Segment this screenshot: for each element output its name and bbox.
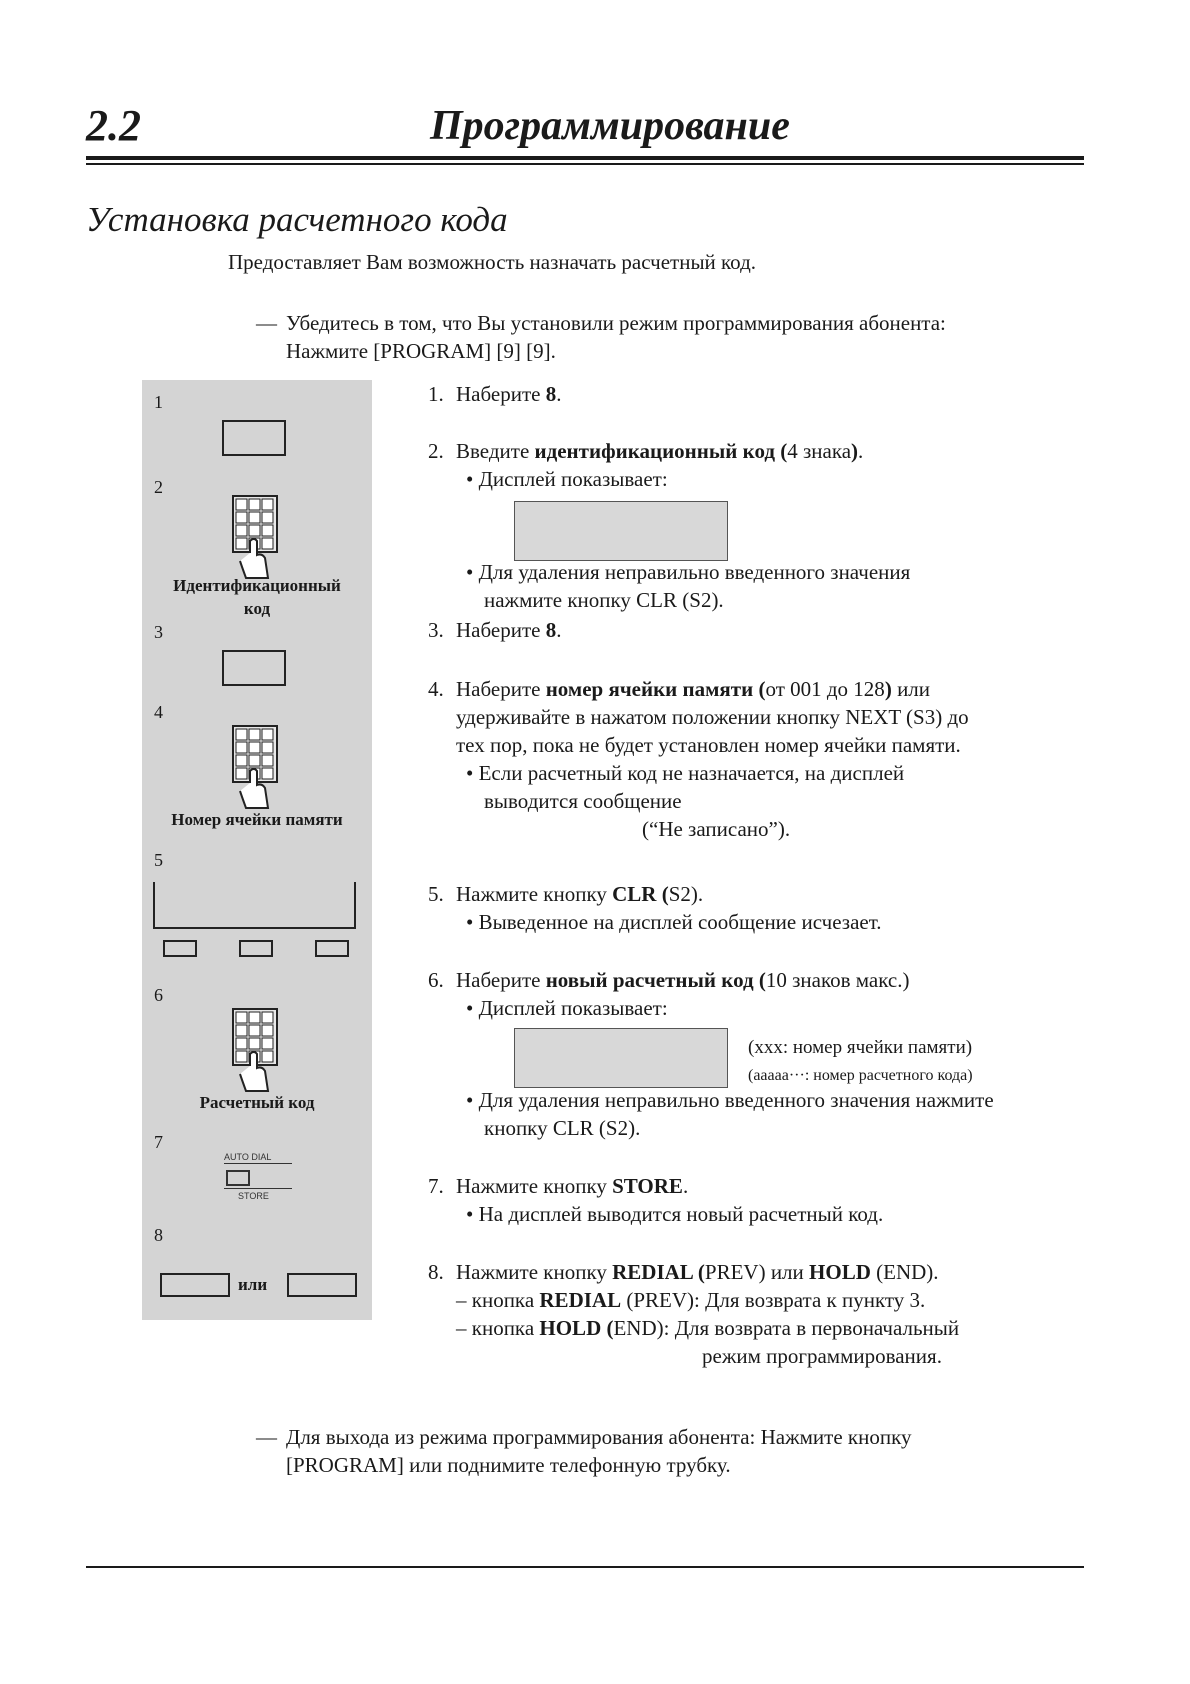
hold-option: – кнопка HOLD (END): Для возврата в первоначальный <box>456 1316 960 1340</box>
step-text: или <box>891 677 931 701</box>
panel-label-id-code-line2: код <box>243 599 271 618</box>
key-button-icon <box>222 420 286 456</box>
section-title: Программирование <box>430 103 790 149</box>
step-bold: HOLD <box>809 1260 871 1284</box>
step-text: . <box>556 382 562 406</box>
step-8 <box>428 1258 1078 1370</box>
bullet-new-code-shown: • На дисплей выводится новый расчетный код. <box>466 1202 884 1226</box>
step-text: Нажмите кнопку <box>456 1174 613 1198</box>
post-note <box>256 1423 912 1479</box>
post-note-line1: Для выхода из режима программирования абонента: Нажмите кнопку <box>286 1425 912 1449</box>
step-text: удерживайте в нажатом положении кнопку NEXT (S3) до <box>456 705 969 729</box>
bullet-text: кнопку CLR (S2). <box>484 1116 641 1140</box>
keypad-icon <box>232 1008 278 1092</box>
step-text: 4 знака <box>787 439 852 463</box>
dash: — <box>256 311 277 335</box>
step-text: Наберите <box>456 382 546 406</box>
step-text: от 001 до 128 <box>765 677 885 701</box>
not-recorded-message: (“Не записано”). <box>642 817 791 841</box>
footer-rule <box>86 1566 1084 1568</box>
step-text: Введите <box>456 439 535 463</box>
hold-button-icon <box>287 1273 357 1297</box>
bullet-message-clears: • Выведенное на дисплей сообщение исчезает. <box>466 910 882 934</box>
panel-number-4: 4 <box>154 702 163 722</box>
step-text: . <box>556 618 562 642</box>
step-bold: идентификационный код ( <box>534 439 788 463</box>
step-text: . <box>682 1174 689 1198</box>
display-box <box>514 501 728 561</box>
display-box <box>514 1028 728 1088</box>
step-bold: STORE <box>612 1174 683 1198</box>
step-number: 7. <box>428 1174 444 1198</box>
step-text: ) или <box>758 1260 810 1284</box>
header-rule-thin <box>86 163 1084 165</box>
store-label: STORE <box>238 1191 269 1201</box>
step-number: 5. <box>428 882 444 906</box>
step-text: ). <box>690 882 704 906</box>
autodial-label: AUTO DIAL <box>224 1152 272 1162</box>
step-6-note <box>428 1086 1078 1142</box>
pre-note <box>256 309 946 365</box>
step-number: 3. <box>428 618 444 642</box>
header-rule-thick <box>86 156 1084 160</box>
note-memory-cell: (xxx: номер ячейки памяти) <box>748 1037 973 1058</box>
panel-label-account-code: Расчетный код <box>199 1093 315 1112</box>
page-subtitle: Установка расчетного кода <box>86 200 508 239</box>
bullet-clr-note: • Для удаления неправильно введенного значения нажмите <box>466 1088 994 1112</box>
dash: — <box>256 1425 277 1449</box>
step-number: 1. <box>428 382 444 406</box>
step-text: Наберите <box>456 968 546 992</box>
bullet-clr-note: • Для удаления неправильно введенного значения <box>466 560 911 584</box>
post-note-line2: [PROGRAM] или поднимите телефонную трубку. <box>286 1453 731 1477</box>
redial-option: – кнопка REDIAL (PREV): Для возврата к пункту 3. <box>456 1288 926 1312</box>
step-text: Нажмите кнопку <box>456 1260 613 1284</box>
panel-label-id-code-line1: Идентификационный <box>173 576 341 595</box>
panel-number-7: 7 <box>154 1132 163 1152</box>
step-5 <box>428 880 1078 936</box>
step-bold: ) <box>884 677 892 701</box>
keypad-icon <box>232 725 278 809</box>
pre-note-line1: Убедитесь в том, что Вы установили режим программирования абонента: <box>286 311 946 335</box>
panel-label-memory-cell: Номер ячейки памяти <box>171 810 343 829</box>
panel-number-2: 2 <box>154 477 163 497</box>
step-bold: 8 <box>545 382 557 406</box>
step-text: S2 <box>668 882 691 906</box>
step-bold: 8 <box>545 618 557 642</box>
step-7 <box>428 1172 1078 1228</box>
step-2 <box>428 437 1078 493</box>
bullet-text: выводится сообщение <box>484 789 682 813</box>
panel-number-8: 8 <box>154 1225 163 1245</box>
step-bold: новый расчетный код ( <box>545 968 766 992</box>
or-label: или <box>238 1275 268 1294</box>
step-text: Нажмите кнопку <box>456 882 613 906</box>
panel-number-3: 3 <box>154 622 163 642</box>
step-text: (END). <box>870 1260 939 1284</box>
panel-number-5: 5 <box>154 850 163 870</box>
step-number: 8. <box>428 1260 444 1284</box>
redial-button-icon <box>160 1273 230 1297</box>
step-3 <box>428 616 1078 644</box>
step-text: Наберите <box>456 677 546 701</box>
step-text: 10 знаков макс. <box>765 968 903 992</box>
step-6 <box>428 966 1078 1084</box>
step-bold: CLR ( <box>612 882 669 906</box>
step-4 <box>428 675 1078 843</box>
step-number: 4. <box>428 677 444 701</box>
step-2-note <box>428 558 1078 614</box>
pre-note-line2: Нажмите [PROGRAM] [9] [9]. <box>286 339 556 363</box>
step-text: Наберите <box>456 618 546 642</box>
step-number: 6. <box>428 968 444 992</box>
step-1 <box>428 380 1078 408</box>
bullet-not-assigned: • Если расчетный код не назначается, на дисплей <box>466 761 905 785</box>
section-number: 2.2 <box>86 101 141 150</box>
bullet-display-shows: • Дисплей показывает: <box>466 467 668 491</box>
step-text: PREV <box>704 1260 759 1284</box>
step-text: . <box>858 439 864 463</box>
step-text: ) <box>902 968 910 992</box>
bullet-display-shows: • Дисплей показывает: <box>466 996 668 1020</box>
note-account-code: (aaaaa···: номер расчетного кода) <box>748 1067 973 1084</box>
hold-option-line2: режим программирования. <box>702 1344 942 1368</box>
autodial-store-icon <box>222 1152 294 1206</box>
panel-number-6: 6 <box>154 985 163 1005</box>
panel-number-1: 1 <box>154 392 163 412</box>
step-bold: ) <box>851 439 859 463</box>
key-button-icon <box>222 650 286 686</box>
step-text: тех пор, пока не будет установлен номер ячейки памяти. <box>456 733 961 757</box>
illustration-panel <box>142 380 372 1320</box>
keypad-icon <box>232 495 278 579</box>
display-with-soft-keys-icon <box>152 880 357 960</box>
intro-text: Предоставляет Вам возможность назначать расчетный код. <box>228 250 757 274</box>
step-bold: номер ячейки памяти ( <box>545 677 766 701</box>
bullet-clr-note-line2: нажмите кнопку CLR (S2). <box>484 588 724 612</box>
step-number: 2. <box>428 439 444 463</box>
step-bold: REDIAL ( <box>612 1260 705 1284</box>
